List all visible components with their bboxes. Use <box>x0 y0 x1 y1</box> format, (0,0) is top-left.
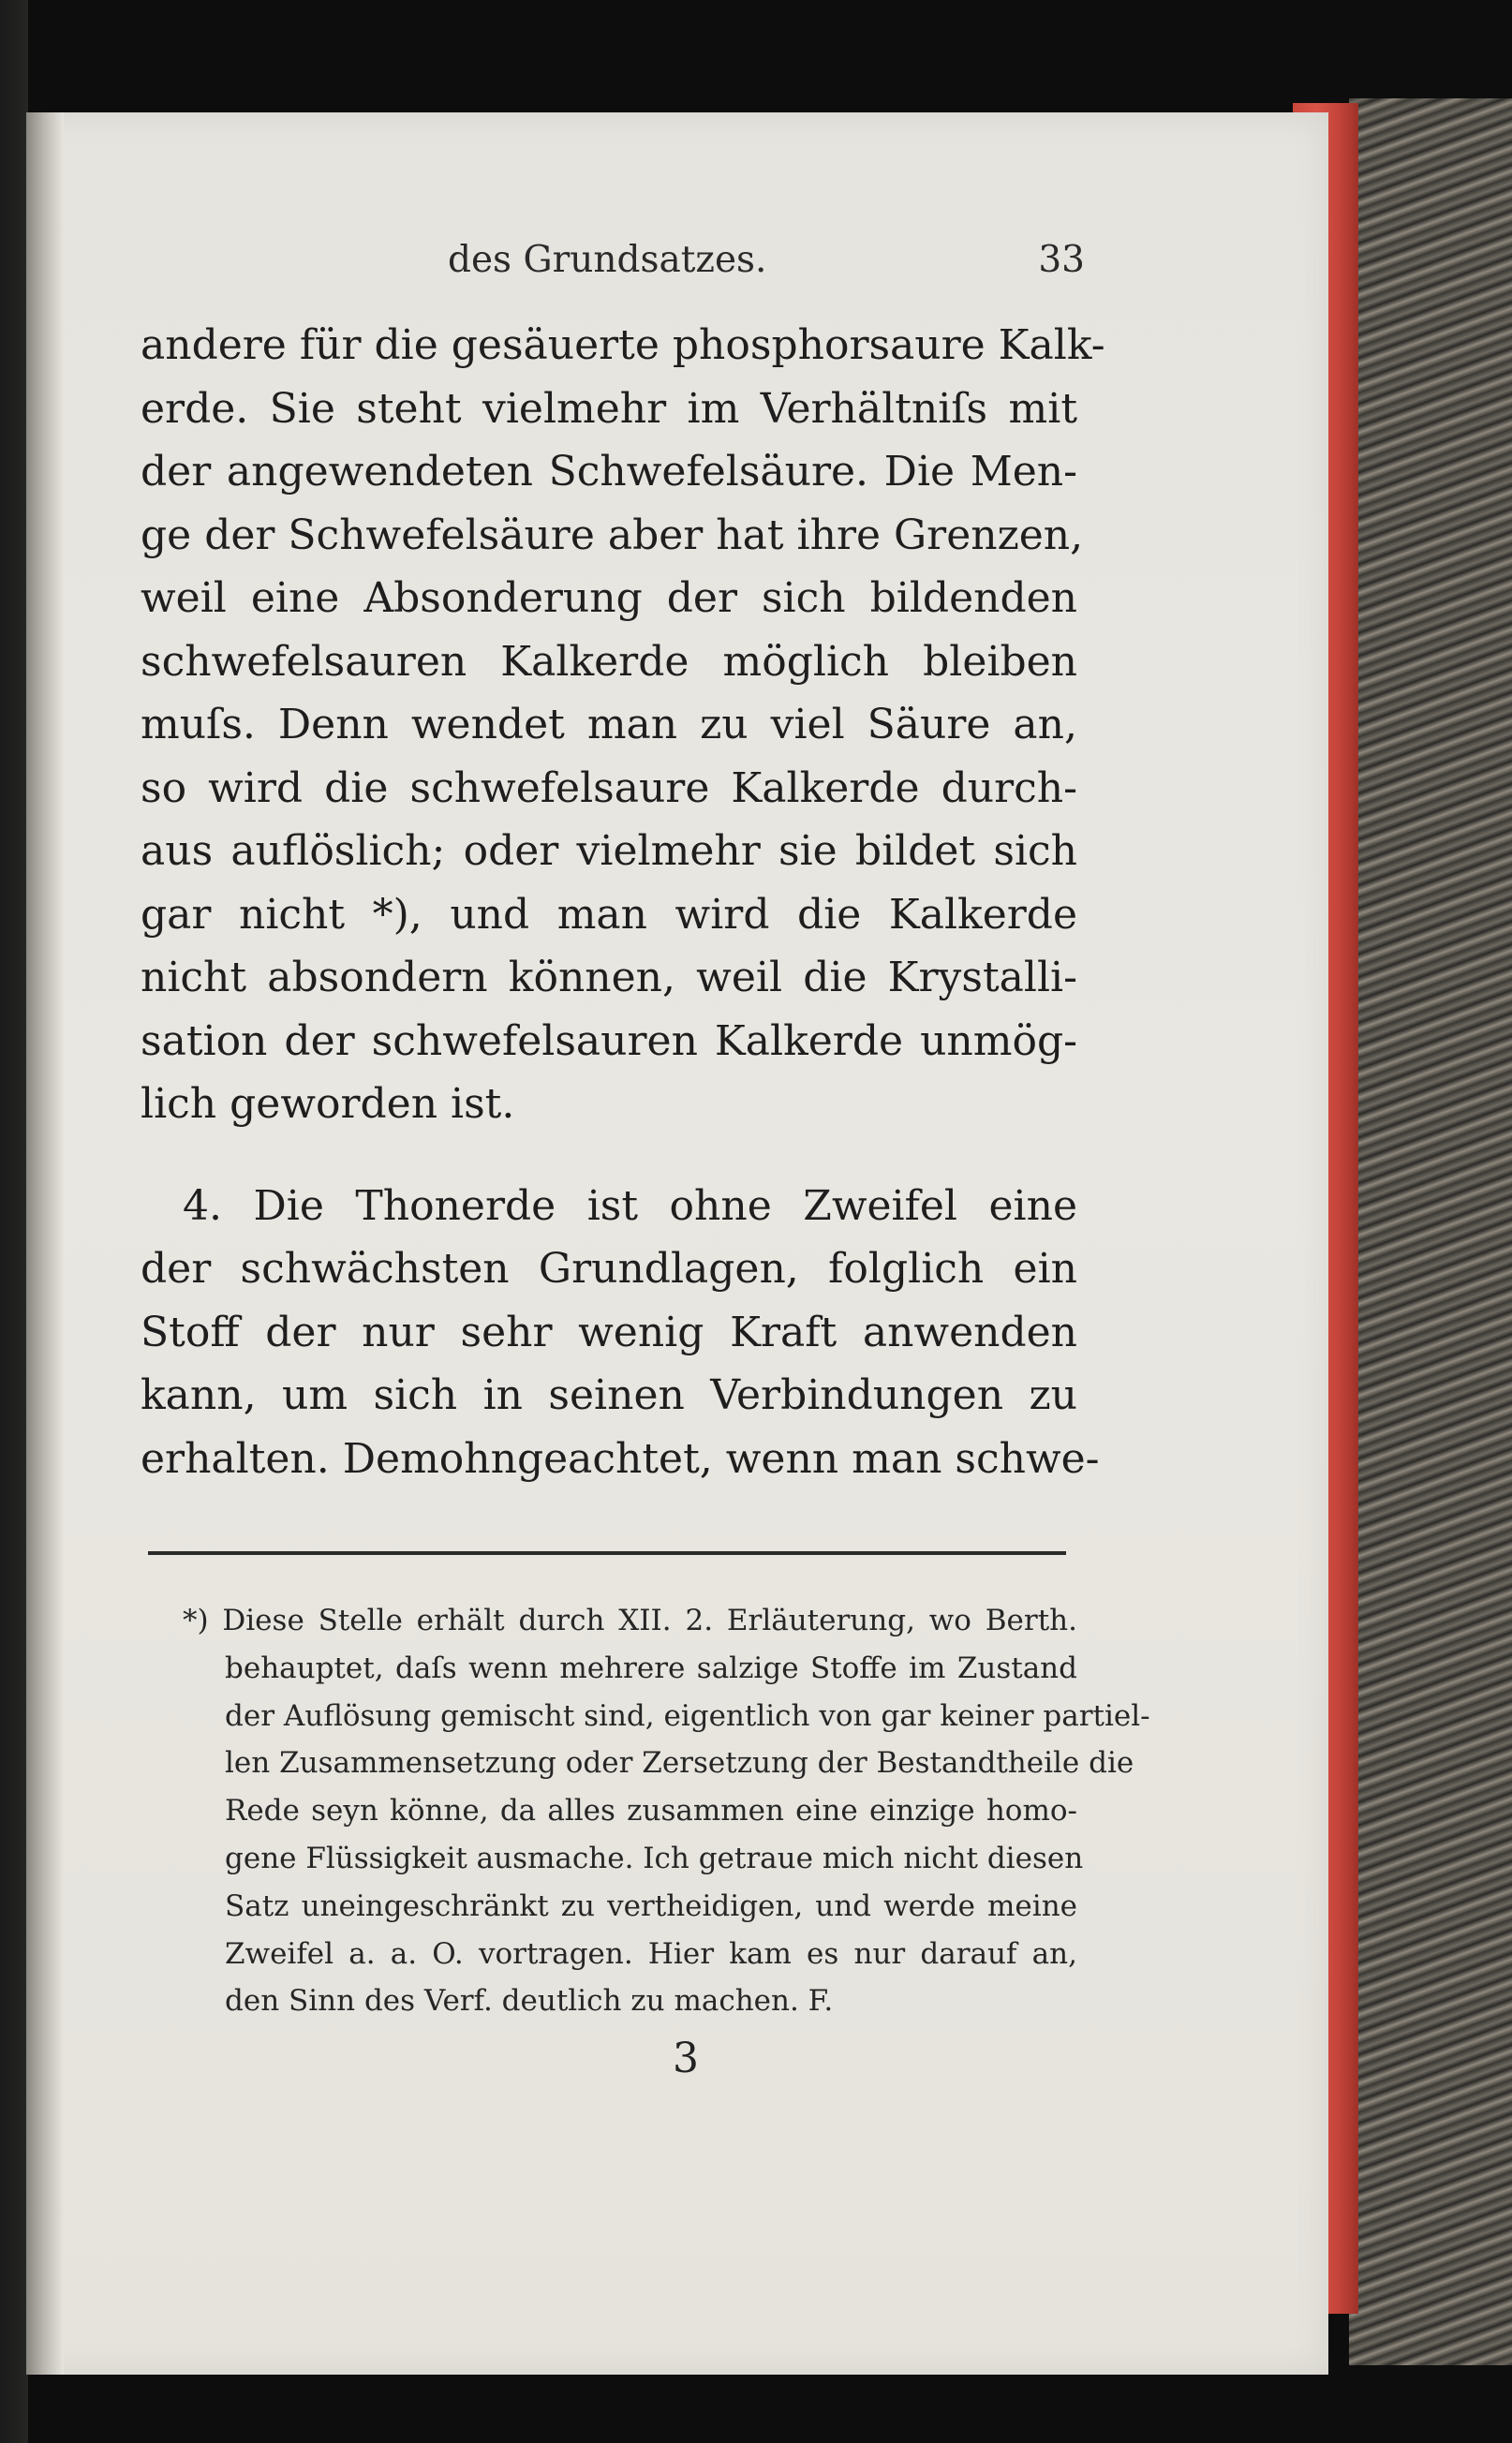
text-line: erde. Sie steht vielmehr im Verhältniſs mit <box>141 384 1077 433</box>
signature-mark: 3 <box>673 2035 699 2082</box>
paragraph-gap <box>141 1136 1077 1175</box>
footnote-line: Zweifel a. a. O. vortragen. Hier kam es nur darauf an, <box>225 1936 1077 1971</box>
text-line: weil eine Absonderung der sich bildenden <box>141 574 1077 622</box>
main-text <box>141 314 1105 1490</box>
text-line: andere für die gesäuerte phosphorsaure Kalk- <box>141 321 1105 369</box>
text-line: der angewendeten Schwefelsäure. Die Men- <box>141 448 1077 496</box>
text-line: nicht absondern können, weil die Krystalli- <box>141 954 1077 1001</box>
footnote-line: behauptet, daſs wenn mehrere salzige Stoffe im Zustand <box>225 1651 1077 1685</box>
footnote-line: gene Flüssigkeit ausmache. Ich getraue mich nicht diesen <box>225 1841 1084 1875</box>
footnote-line: Satz uneingeschränkt zu vertheidigen, und werde meine <box>225 1888 1077 1923</box>
marbled-book-edge <box>1349 98 1512 2365</box>
text-line: gar nicht *), und man wird die Kalkerde <box>141 890 1077 939</box>
footnote-rule <box>148 1551 1066 1555</box>
text-line: muſs. Denn wendet man zu viel Säure an, <box>141 701 1077 748</box>
footnote-line: *) Diese Stelle erhält durch XII. 2. Erläuterung, wo Berth. <box>183 1604 1077 1637</box>
running-title: des Grundsatzes. <box>448 239 767 281</box>
text-line: sation der schwefelsauren Kalkerde unmög- <box>141 1016 1077 1065</box>
text-line: ge der Schwefelsäure aber hat ihre Grenzen, <box>141 511 1084 559</box>
footnote-line: den Sinn des Verf. deutlich zu machen. F. <box>225 1984 834 2019</box>
text-line: lich geworden ist. <box>141 1080 515 1128</box>
footnote <box>183 1597 1150 2025</box>
background-left <box>0 0 28 2443</box>
text-line: erhalten. Demohngeachtet, wenn man schwe- <box>141 1434 1100 1483</box>
page-gutter <box>26 112 64 2375</box>
page-header <box>448 239 1085 295</box>
footnote-line: der Auflösung gemischt sind, eigentlich von gar keiner partiel- <box>225 1698 1150 1733</box>
text-line: so wird die schwefelsaure Kalkerde durch- <box>141 763 1077 812</box>
text-line: der schwächsten Grundlagen, folglich ein <box>141 1245 1077 1293</box>
text-line: 4. Die Thonerde ist ohne Zweifel eine <box>183 1181 1077 1230</box>
text-line: schwefelsauren Kalkerde möglich bleiben <box>141 637 1077 686</box>
footnote-line: len Zusammensetzung oder Zersetzung der Bestandtheile die <box>225 1746 1134 1781</box>
text-line: kann, um sich in seinen Verbindungen zu <box>141 1371 1077 1419</box>
page-number: 33 <box>1038 239 1085 281</box>
text-line: Stoff der nur sehr wenig Kraft anwenden <box>141 1308 1077 1356</box>
footnote-line: Rede seyn könne, da alles zusammen eine einzige homo- <box>225 1794 1077 1829</box>
text-line: aus auflöslich; oder vielmehr sie bildet sich <box>141 827 1077 875</box>
